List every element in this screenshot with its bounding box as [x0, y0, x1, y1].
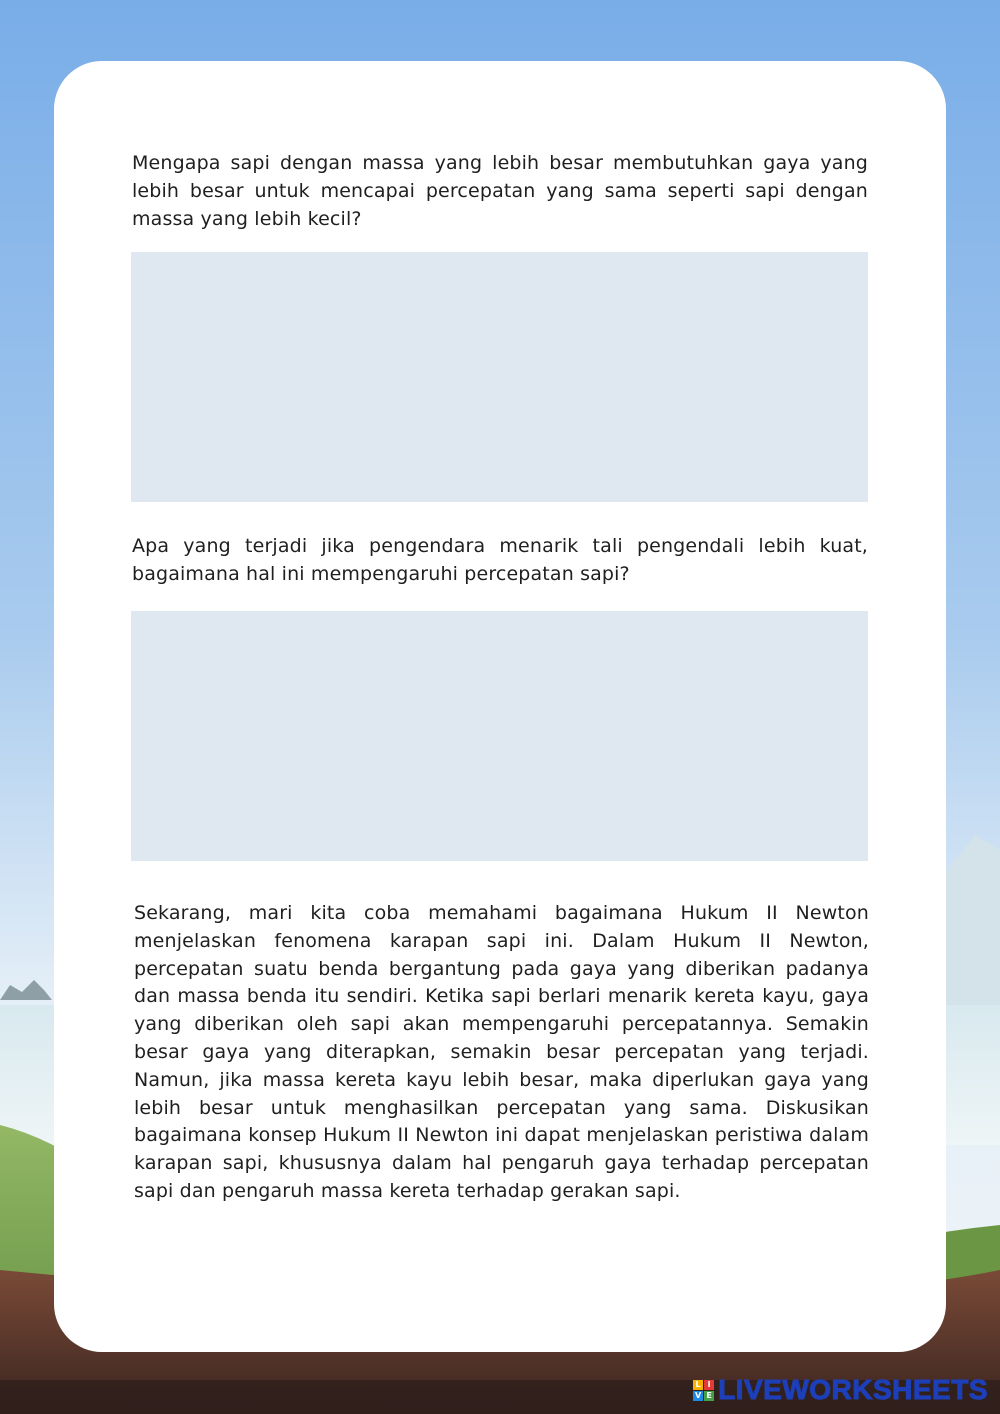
question-2-text: Apa yang terjadi jika pengendara menarik tali pengendali lebih kuat, bagaimana hal ini mempengaruhi percepatan sapi? [132, 535, 868, 585]
liveworksheets-wordmark: LIVEWORKSHEETS [718, 1374, 988, 1405]
question-1-answer-box[interactable] [131, 252, 868, 502]
mark-letter: L [693, 1380, 703, 1390]
question-1-text: Mengapa sapi dengan massa yang lebih besar membutuhkan gaya yang lebih besar untuk mencapai percepatan yang sama seperti sapi dengan massa yang lebih kecil? [132, 152, 868, 230]
liveworksheets-mark-icon [693, 1380, 714, 1401]
mark-letter: V [694, 1390, 702, 1400]
mark-letter: E [704, 1391, 714, 1401]
question-2-answer-box[interactable] [131, 611, 868, 861]
liveworksheets-logo[interactable] [693, 1375, 988, 1405]
mark-letter: I [704, 1380, 714, 1390]
newton-law-paragraph: Sekarang, mari kita coba memahami bagaimana Hukum II Newton menjelaskan fenomena karapan sapi ini. Dalam Hukum II Newton, percepatan suatu benda bergantung pada gaya yang diberikan padanya dan massa benda itu sendiri. Ketika sapi berlari menarik kereta kayu, gaya yang diberikan oleh sapi akan mempengaruhi percepatannya. Semakin besar gaya yang diterapkan, semakin besar percepatan yang terjadi. Namun, jika massa kereta kayu lebih besar, maka diperlukan gaya yang lebih besar untuk menghasilkan percepatan yang sama. Diskusikan bagaimana konsep Hukum II Newton ini dapat menjelaskan peristiwa dalam karapan sapi, khususnya dalam hal pengaruh gaya terhadap percepatan sapi dan pengaruh massa kereta terhadap gerakan sapi. [134, 902, 869, 1202]
